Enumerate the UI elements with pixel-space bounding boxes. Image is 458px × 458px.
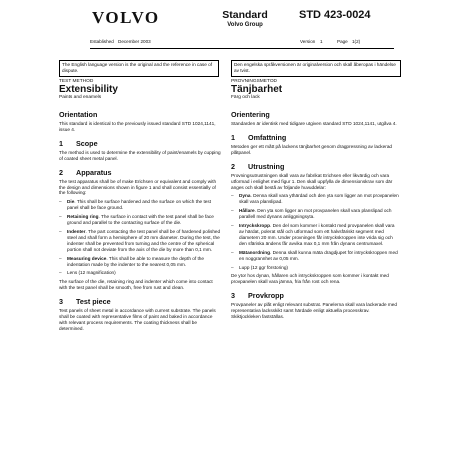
list-term: Measuring device [67, 255, 107, 261]
list-term: Hållare [239, 208, 255, 214]
section-number: 1 [59, 138, 63, 148]
section-1-text: Metoden ger ett mått på lackens tänjbarhet genom dragpressning av lackerad plåtpanel. [231, 143, 393, 155]
section-1-heading [59, 139, 221, 148]
list-text: . This shall be able to measure the depth of the indentation made by the indenter to the nearest 0,05 mm. [67, 255, 204, 267]
version-label: Version [300, 39, 316, 44]
org-name: Volvo Group [227, 22, 263, 28]
section-title: Utrustning [248, 161, 285, 171]
document-subtitle: Paints and enamels [59, 95, 102, 100]
list-text: . Denna skall vara ythärdad och den yta som ligger an mot provpanelen skall vara planslipad. [239, 193, 399, 205]
right-column [231, 79, 399, 320]
doc-type: Standard [222, 9, 268, 21]
list-text: . Denna skall kunna mäta dragdjupet för intryckskroppen med en noggrannhet av 0,05 mm. [239, 249, 398, 261]
section-3-heading [231, 291, 399, 300]
method-label: PROVNINGSMETOD [231, 79, 278, 84]
page-value: 1(2) [352, 39, 361, 44]
list-text: Lens (12 magnification) [67, 270, 116, 276]
section-2-text: The test apparatus shall be of make Erichsen or equivalent and comply with the design and dimensions shown in figure 1 and shall consist essentially of the following: [59, 178, 217, 196]
list-item [59, 256, 221, 268]
section-2-after: The surface of the die, retaining ring and indenter which come into contact with the test panel shall be smooth, free from rust and clean. [59, 279, 213, 291]
section-3-text: Provpaneler av plåt enligt relevant substrat. Panelerna skall vara lackerade med representativa lacksskikt samt härdade enligt aktuella processkrav. Skiktjockleken fastställas. [231, 302, 397, 320]
list-text: Lupp (12 ggr förstoring) [239, 264, 288, 270]
list-text: . Den yta som ligger an mot provpanelen skall vara planslipad och parallell med dynans anliggningsyta. [239, 208, 392, 220]
list-term: Intryckskropp [239, 223, 270, 229]
list-item [231, 250, 399, 262]
section-number: 3 [59, 297, 63, 307]
list-item [59, 270, 221, 276]
list-text: . This shall be surface hardened and the surface on which the test panel shall be face ground. [67, 199, 212, 211]
list-item [59, 199, 221, 211]
section-1-heading [231, 133, 399, 142]
orientation-heading: Orientation [59, 110, 98, 119]
list-item [231, 193, 399, 205]
section-number: 2 [59, 167, 63, 177]
version-value: 1 [320, 39, 323, 44]
orientation-text: Standarden är identisk med tidigare utgiven standard STD 1024,1141, utgåva 4. [231, 121, 397, 126]
list-term: Mätanordning [239, 249, 270, 255]
section-number: 2 [231, 161, 235, 171]
list-text: . Den del som kommer i kontakt med provpanelen skall vara av härdat, polerat stål och utformad som ett halvsfäriskt segment med diametern 20 mm. Under provningen får intryckskroppen inte vrida sig och den sfäriska ändens får avvika max 0,1 mm från dynans centrumaxel. [239, 223, 395, 246]
section-3-heading [59, 297, 221, 306]
list-term: Dyna [239, 193, 251, 199]
section-2-after: De ytor hos dynan, hållaren och intryckskroppen som kommer i kontakt med provpanelen skall vara jämna, fria från rost och rena. [231, 273, 389, 285]
list-item [59, 229, 221, 253]
list-item [231, 208, 399, 220]
list-text: . The part contacting the test panel shall be of hardened polished steel and shall form a hemisphere of 20 mm diameter. During the test, the indenter shall be prevented from turning and the centre of the spherical portion shall not deviate from the axis of the die by more than 0,1 mm. [67, 228, 221, 252]
header-divider [90, 48, 394, 49]
list-item [231, 265, 399, 271]
list-term: Retaining ring [67, 214, 99, 220]
section-title: Apparatus [76, 167, 112, 177]
notice-swedish: Den engelska språkversionen är originalversion och skall åberopas i händelse av tvist. [231, 60, 401, 77]
section-3-text: Test panels of sheet metal in accordance with current substrate. The panels shall be coated with representative films of paint and baked in accordance with relevant process requirements. The coating thickness shall be determined. [59, 308, 216, 331]
section-title: Provkropp [248, 291, 284, 301]
orientation-heading: Orientering [231, 110, 270, 119]
volvo-logo: VOLVO [92, 8, 160, 27]
list-text: . The surface in contact with the test panel shall be face ground and parallel to the contacting surface of the die. [67, 214, 214, 226]
list-item [59, 214, 221, 226]
section-title: Test piece [76, 297, 111, 307]
list-item [231, 223, 399, 247]
section-2-heading [59, 168, 221, 177]
standard-number: STD 423-0024 [299, 9, 371, 21]
section-1-text: The method is used to determine the extensibility of paint/enamels by cupping of coated sheet metal panel. [59, 149, 221, 161]
method-label: TEST METHOD [59, 79, 94, 84]
document-title: Extensibility [59, 84, 118, 95]
left-column [59, 79, 221, 332]
list-term: Indenter [67, 228, 86, 234]
orientation-text: This standard is identical to the previously issued standard STD 1024,1141, issue 4. [59, 121, 216, 132]
section-2-text: Provningsutrustningen skall vara av fabrikat Erichsen eller likvärdig och vara utformad i enlighet med figur 1. Den skall uppfylla de dimensionskrav som där anges och skall bestå av följande huvuddelar: [231, 172, 393, 190]
section-title: Scope [76, 138, 98, 148]
section-number: 3 [231, 291, 235, 301]
established-date: December 2003 [118, 39, 151, 44]
section-title: Omfattning [248, 132, 287, 142]
page-label: Page [337, 39, 348, 44]
established-label: Established [90, 39, 114, 44]
list-term: Die [67, 199, 75, 205]
document-title: Tänjbarhet [231, 84, 283, 95]
document-subtitle: Färg och lack [231, 95, 260, 100]
notice-english: The English language version is the original and the reference in case of dispute. [59, 60, 219, 77]
section-2-heading [231, 162, 399, 171]
section-number: 1 [231, 132, 235, 142]
